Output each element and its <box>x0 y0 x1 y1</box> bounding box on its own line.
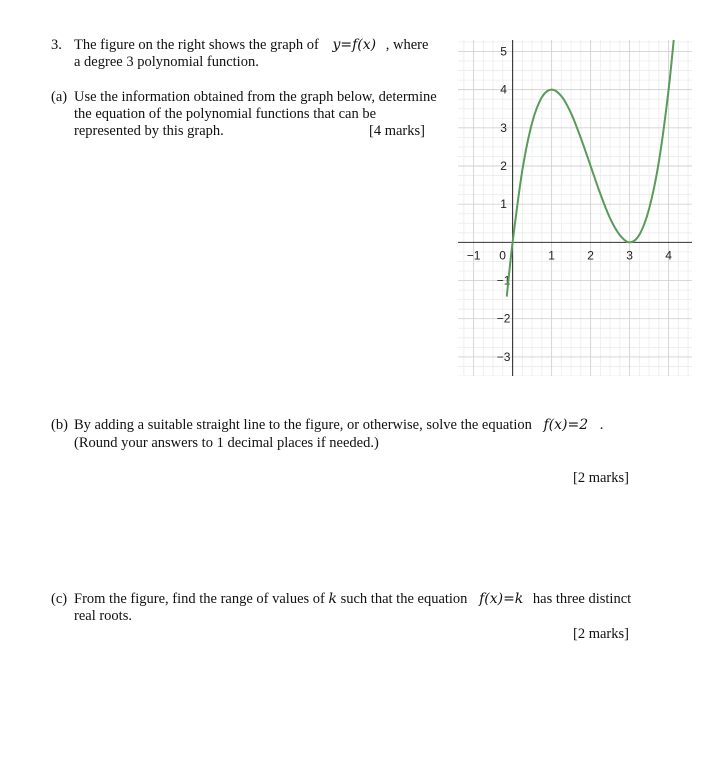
y-tick-label: 2 <box>500 159 507 173</box>
question-number: 3. <box>51 37 62 53</box>
part-b-label: (b) <box>51 417 68 433</box>
part-a-line2: the equation of the polynomial functions that can be <box>74 106 377 122</box>
part-c-equation: f(x)=k <box>479 591 524 607</box>
intro-where: , where <box>385 37 429 53</box>
part-c-line1 <box>74 591 631 608</box>
y-tick-label: −3 <box>496 349 511 364</box>
x-tick-label: 2 <box>587 248 594 263</box>
question-intro-line2: a degree 3 polynomial function. <box>74 54 259 70</box>
part-c-text-b: such that the equation <box>340 591 468 607</box>
x-tick-label: 4 <box>665 248 672 263</box>
y-tick-label: 1 <box>500 197 507 212</box>
x-tick-label: −1 <box>466 248 481 263</box>
y-tick-label: 4 <box>500 82 507 97</box>
part-c-k: k <box>328 591 337 607</box>
y-tick-label: −2 <box>496 311 511 326</box>
polynomial-graph <box>458 40 692 376</box>
x-tick-label: 1 <box>548 248 555 263</box>
part-b-marks: [2 marks] <box>573 470 629 486</box>
part-a-line1: Use the information obtained from the graph below, determine <box>74 89 437 105</box>
part-c-text-c: has three distinct <box>532 591 632 607</box>
part-b-line1 <box>74 417 603 434</box>
part-c-text-a: From the figure, find the range of values of <box>74 591 325 607</box>
part-a-label: (a) <box>51 89 68 105</box>
part-c-label: (c) <box>51 591 68 607</box>
part-a-marks: [4 marks] <box>369 123 425 139</box>
part-b-line2: (Round your answers to 1 decimal places if needed.) <box>74 435 379 451</box>
part-b-text: By adding a suitable straight line to the figure, or otherwise, solve the equation <box>74 417 532 433</box>
question-intro-text: The figure on the right shows the graph of <box>74 37 319 53</box>
x-tick-label: 3 <box>626 248 633 263</box>
part-a-line3: represented by this graph. <box>74 123 224 139</box>
minor-gridlines <box>458 40 692 376</box>
y-tick-label: 5 <box>500 44 507 59</box>
y-tick-label: 3 <box>500 120 507 135</box>
part-b-period: . <box>599 417 604 433</box>
part-c-marks: [2 marks] <box>573 626 629 642</box>
intro-equation: y=f(x) <box>332 37 377 53</box>
part-c-line2: real roots. <box>74 608 132 624</box>
y-tick-label: −1 <box>496 273 511 288</box>
question-intro-line1 <box>74 37 428 54</box>
x-tick-label: 0 <box>499 248 506 263</box>
part-b-equation: f(x)=2 <box>543 417 589 433</box>
